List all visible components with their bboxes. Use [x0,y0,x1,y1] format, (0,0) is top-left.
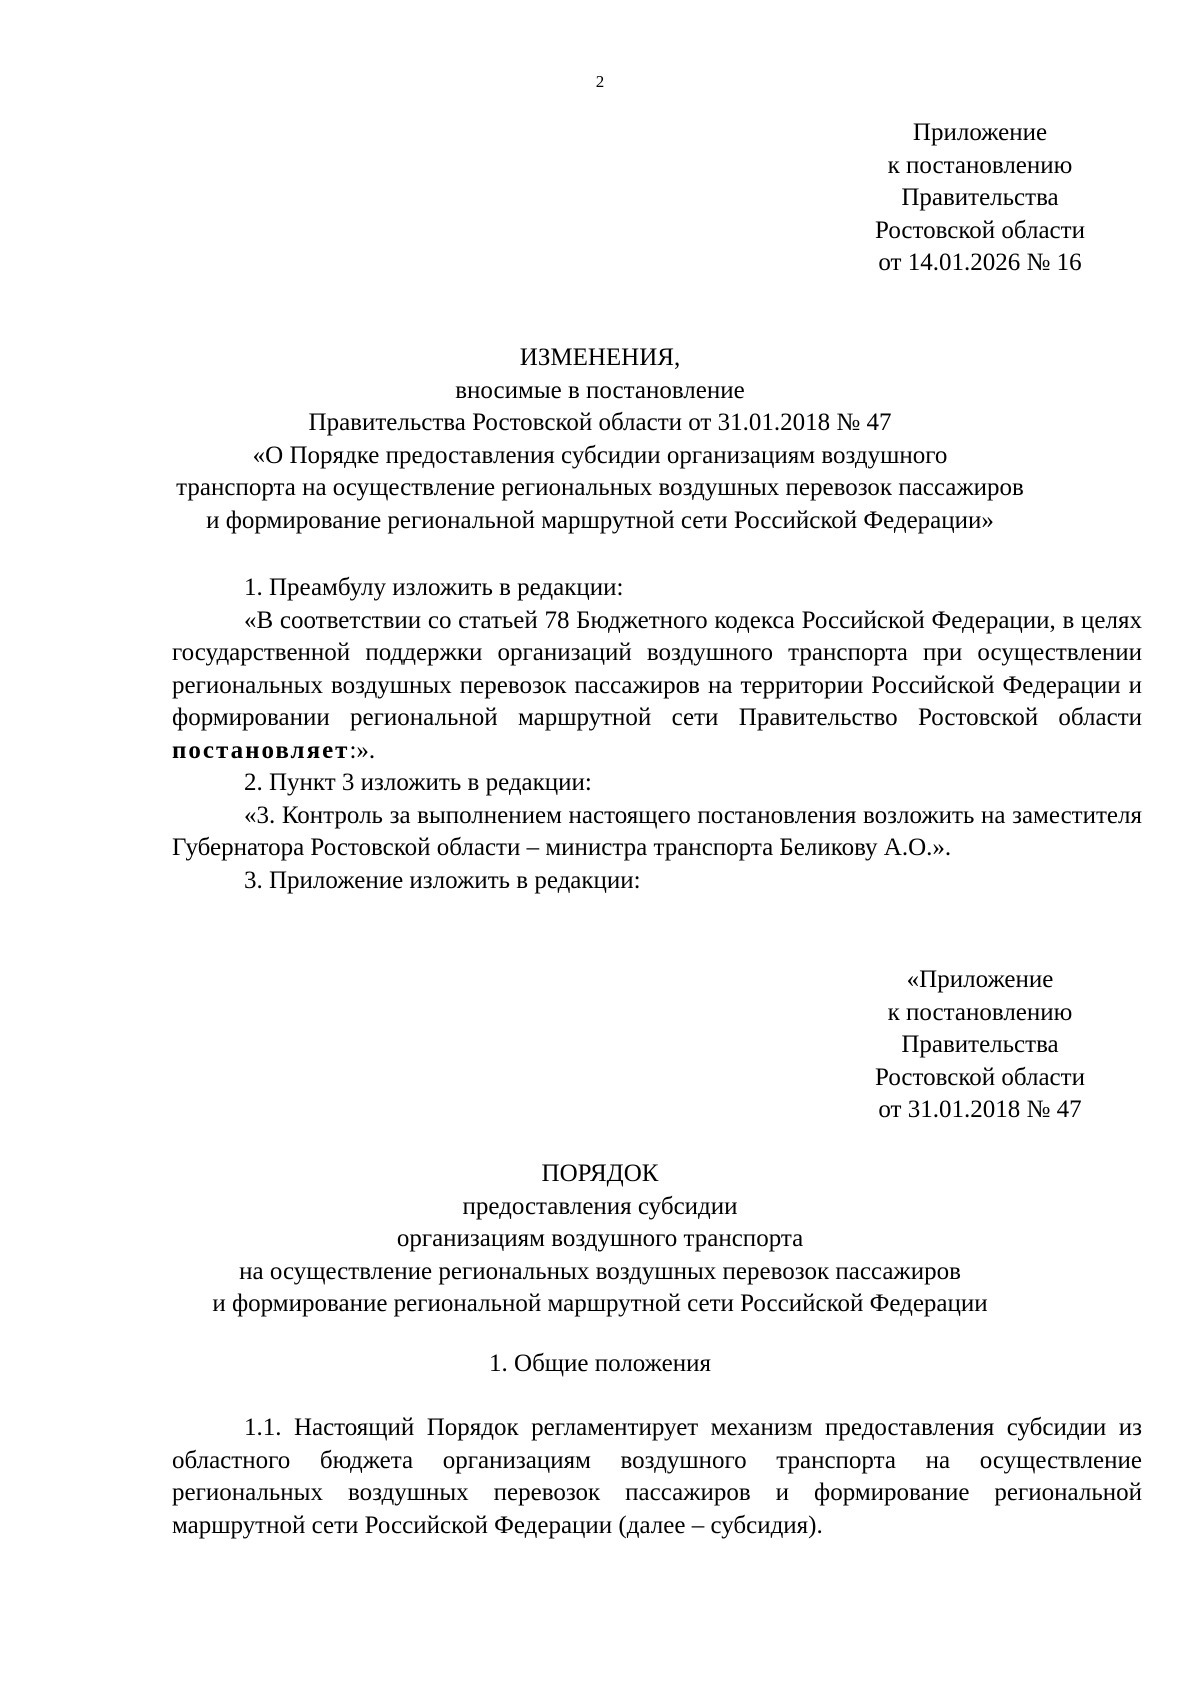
amendments-body [172,572,1142,897]
section-1-heading: 1. Общие положения [489,1350,711,1377]
item-1-bold-word: постановляет [172,736,350,764]
paragraph-1-1: 1.1. Настоящий Порядок регламентирует механизм предоставления субсидии из областного бюджета организациям воздушного транспорта на осуществление региональных воздушных перевозок пассажиров и формирование региональной маршрутной сети Российской Федерации (далее – субсидия). [172,1414,1142,1539]
item-1-intro: 1. Преамбулу изложить в редакции: [244,574,624,601]
order-subtitle: организациям воздушного транспорта [396,1225,804,1252]
order-subtitle: на осуществление региональных воздушных перевозок пассажиров [239,1257,961,1285]
order-title-block [0,1158,1200,1321]
changes-subtitle: вносимые в постановление [455,376,745,404]
item-1-text-end: :». [349,736,376,764]
item-1-text-main: «В соответствии со статьей 78 Бюджетного кодекса Российской Федерации, в целях государственной поддержки организаций воздушного транспорта при осуществлении региональных воздушных перевозок пассажиров на территории Российской Федерации и формировании региональной маршрутной сети Правительство Ростовской области [172,606,1142,731]
annex-inner-line: Правительства [901,1031,1059,1058]
order-heading: ПОРЯДОК [541,1160,659,1187]
changes-subtitle: и формирование региональной маршрутной сети Российской Федерации» [206,506,994,534]
paragraph-1-1-block [172,1412,1142,1542]
annex-inner-date-number: от 31.01.2018 № 47 [878,1096,1082,1123]
item-1-text [172,605,1142,768]
annex-line: Ростовской области [875,216,1085,244]
changes-title-block [0,342,1200,537]
changes-subtitle: «О Порядке предоставления субсидии организациям воздушного [252,441,948,469]
changes-subtitle: транспорта на осуществление региональных воздушных перевозок пассажиров [176,474,1024,501]
annex-inner-line: «Приложение [906,966,1054,993]
annex-inner-line: Ростовской области [875,1063,1085,1091]
item-2-intro: 2. Пункт 3 изложить в редакции: [244,769,592,796]
item-3-intro: 3. Приложение изложить в редакции: [244,866,641,894]
changes-subtitle: Правительства Ростовской области от 31.01.2018 № 47 [308,409,892,436]
order-subtitle: предоставления субсидии [462,1192,738,1220]
annex-line: Приложение [912,119,1048,146]
annex-line: Правительства [901,184,1059,211]
annex-inner-header [830,964,1130,1127]
annex-header [830,117,1130,280]
annex-date-number: от 14.01.2026 № 16 [878,249,1082,276]
changes-heading: ИЗМЕНЕНИЯ, [519,344,681,371]
annex-line: к постановлению [887,151,1073,179]
annex-inner-line: к постановлению [887,998,1073,1026]
page-number: 2 [595,72,605,91]
item-2-text: «3. Контроль за выполнением настоящего постановления возложить на заместителя Губернатора Ростовской области – министра транспорта Беликову А.О.». [172,801,1142,861]
order-subtitle: и формирование региональной маршрутной сети Российской Федерации [212,1290,988,1317]
